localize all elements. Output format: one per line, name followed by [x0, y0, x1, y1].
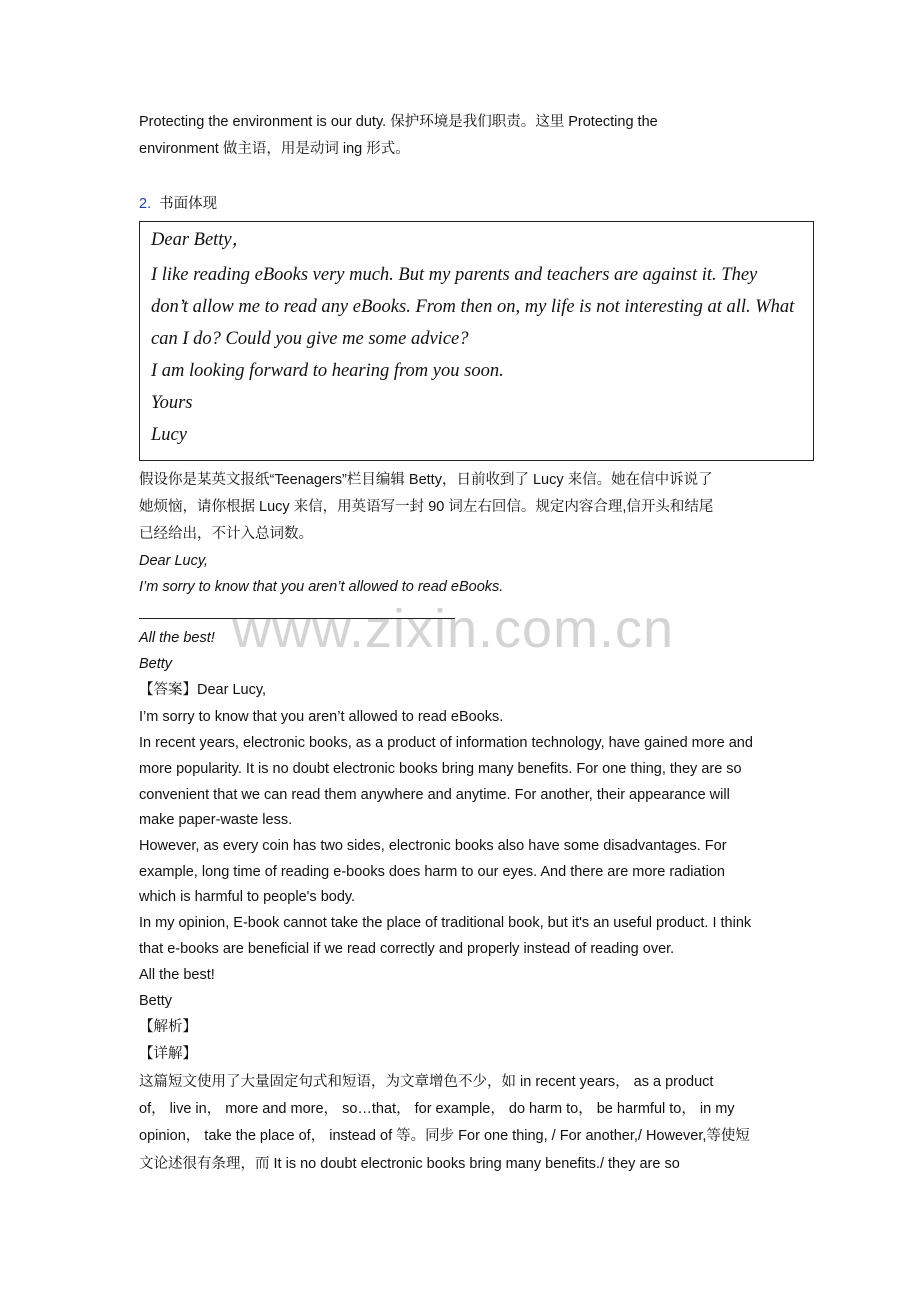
lucy-letter-box: [139, 221, 814, 461]
answer-line-5: convenient that we can read them anywhere and anytime. For another, their appearance will: [139, 787, 730, 803]
answer-line-1: 【答案】Dear Lucy,: [139, 682, 267, 698]
answer-line-6: make paper-waste less.: [139, 812, 293, 828]
section-title: 书面体现: [159, 196, 218, 212]
prompt-line-2: 她烦恼，请你根据 Lucy 来信，用英语写一封 90 词左右回信。规定内容合理,信开头和结尾: [139, 499, 714, 515]
prompt-dear: Dear Lucy,: [139, 553, 209, 569]
prompt-line-3: 已经给出，不计入总词数。: [139, 526, 313, 542]
analysis-line-3: opinion， take the place of， instead of 等。同步 For one thing, / For another,/ However,等使短: [139, 1128, 750, 1144]
answer-line-10: In my opinion, E-book cannot take the place of traditional book, but it's an useful product. I think: [139, 915, 752, 931]
letter-signature: Lucy: [151, 425, 187, 445]
letter-greeting: Dear Betty，: [151, 230, 251, 250]
answer-line-4: more popularity. It is no doubt electronic books bring many benefits. For one thing, they are so: [139, 761, 742, 777]
prompt-line-1: 假设你是某英文报纸“Teenagers”栏目编辑 Betty，日前收到了 Lucy 来信。她在信中诉说了: [139, 472, 713, 488]
intro-line-2: environment 做主语，用是动词 ing 形式。: [139, 141, 410, 157]
intro-line-1: Protecting the environment is our duty. 保护环境是我们职责。这里 Protecting the: [139, 114, 658, 130]
prompt-sign: Betty: [139, 656, 173, 672]
analysis-label: 【解析】: [139, 1019, 197, 1035]
prompt-opening: I’m sorry to know that you aren’t allowed to read eBooks.: [139, 579, 504, 595]
analysis-line-1: 这篇短文使用了大量固定句式和短语，为文章增色不少，如 in recent years， as a product: [139, 1074, 714, 1090]
analysis-line-2: of， live in， more and more， so…that， for example， do harm to， be harmful to， in my: [139, 1101, 735, 1117]
answer-line-2: I’m sorry to know that you aren’t allowed to read eBooks.: [139, 709, 504, 725]
detail-label: 【详解】: [139, 1046, 197, 1062]
letter-closing: Yours: [151, 393, 193, 413]
answer-line-13: Betty: [139, 993, 173, 1009]
answer-line-11: that e-books are beneficial if we read correctly and properly instead of reading over.: [139, 941, 675, 957]
answer-line-12: All the best!: [139, 967, 215, 983]
letter-body-line-1: I like reading eBooks very much. But my parents and teachers are against it. They: [151, 265, 758, 285]
answer-line-7: However, as every coin has two sides, electronic books also have some disadvantages. For: [139, 838, 727, 854]
letter-body-line-4: I am looking forward to hearing from you soon.: [151, 361, 504, 381]
analysis-line-4: 文论述很有条理，而 It is no doubt electronic books bring many benefits./ they are so: [139, 1156, 680, 1172]
answer-blank-line: [139, 618, 455, 619]
prompt-closing: All the best!: [139, 630, 215, 646]
watermark: www.zixin.com.cn: [232, 599, 675, 659]
letter-body-line-2: don’t allow me to read any eBooks. From then on, my life is not interesting at all. What: [151, 297, 795, 317]
section-2-heading: [139, 194, 799, 214]
answer-line-8: example, long time of reading e-books does harm to our eyes. And there are more radiation: [139, 864, 725, 880]
section-number: 2.: [139, 196, 152, 212]
answer-line-3: In recent years, electronic books, as a product of information technology, have gained more and: [139, 735, 753, 751]
letter-body-line-3: can I do? Could you give me some advice?: [151, 329, 469, 349]
answer-line-9: which is harmful to people's body.: [139, 889, 356, 905]
